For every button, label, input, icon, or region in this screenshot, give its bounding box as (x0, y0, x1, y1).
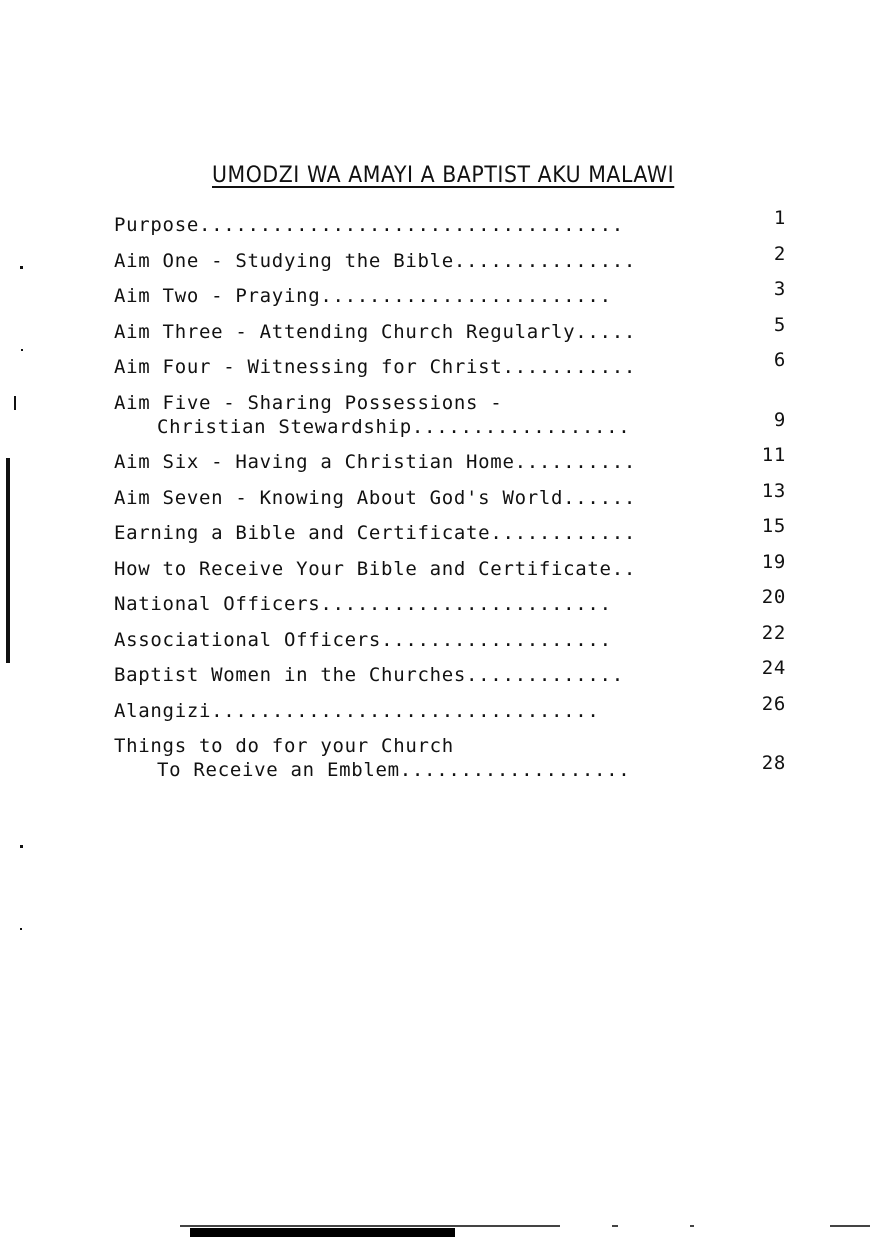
toc-page-number: 19 (761, 550, 786, 573)
table-of-contents (114, 207, 794, 794)
toc-entry-aim-two (114, 278, 794, 308)
document-title: UMODZI WA AMAYI A BAPTIST AKU MALAWI (212, 163, 675, 188)
toc-entry-line (114, 320, 726, 344)
toc-entry-text: Aim Three - Attending Church Regularly (114, 320, 576, 343)
toc-entry-text: Aim One - Studying the Bible (114, 249, 454, 272)
toc-page-number: 22 (761, 621, 786, 644)
toc-entry-line (114, 699, 726, 723)
toc-leader-dots: ............... (453, 249, 636, 272)
toc-page-number: 15 (761, 515, 786, 537)
toc-leader-dots: ............ (490, 522, 636, 544)
toc-leader-dots: .......... (514, 451, 636, 473)
scan-dash (690, 1225, 694, 1227)
toc-entry-line (114, 557, 726, 581)
toc-entry-line (114, 758, 726, 782)
toc-entry-line (114, 355, 726, 379)
toc-entry-associational-officers (114, 621, 794, 652)
toc-leader-dots: .. (611, 557, 636, 580)
toc-entry-national-officers (114, 586, 794, 616)
toc-entry-alangizi (114, 692, 794, 723)
toc-page-number: 9 (773, 408, 786, 431)
toc-entry-text: National Officers (114, 593, 321, 615)
toc-entry-line (114, 486, 726, 510)
scan-bottom-bar (190, 1228, 455, 1237)
scan-dash (180, 1225, 560, 1227)
toc-entry-aim-four (114, 349, 794, 379)
toc-entry-text: Earning a Bible and Certificate (114, 522, 491, 544)
toc-entry-text: To Receive an Emblem (157, 759, 400, 781)
toc-entry-text: Baptist Women in the Churches (114, 664, 467, 686)
toc-entry-text: Aim Six - Having a Christian Home (114, 451, 515, 473)
toc-leader-dots: ................... (399, 759, 631, 781)
toc-entry-line (114, 213, 726, 237)
toc-entry-text: Christian Stewardship (157, 415, 412, 438)
scan-dash (830, 1225, 870, 1227)
toc-page-number: 1 (773, 207, 786, 229)
toc-entry-earning-bible (114, 515, 794, 545)
toc-entry-text: How to Receive Your Bible and Certificate (114, 557, 612, 580)
toc-page-number: 24 (761, 657, 786, 679)
toc-leader-dots: ................................ (211, 699, 600, 722)
toc-leader-dots: ........................ (320, 593, 612, 615)
toc-entry-text: Associational Officers (114, 628, 382, 651)
toc-page-number: 28 (761, 752, 786, 774)
toc-page-number: 6 (773, 349, 786, 371)
toc-page-number: 13 (761, 479, 786, 502)
toc-entry-aim-one (114, 242, 794, 273)
toc-entry-things-to-do (114, 734, 794, 782)
scan-binding-edge (6, 458, 10, 663)
toc-page-number: 2 (773, 242, 786, 265)
toc-leader-dots: .................. (411, 415, 631, 438)
toc-entry-purpose (114, 207, 794, 237)
toc-leader-dots: ........... (502, 356, 636, 378)
toc-page-number: 20 (761, 586, 786, 608)
scan-speck (20, 928, 22, 930)
toc-entry-line: Things to do for your Church (114, 735, 454, 757)
toc-entry-line (114, 592, 726, 616)
toc-entry-line (114, 450, 726, 474)
toc-entry-line (114, 521, 726, 545)
scan-speck (20, 845, 23, 848)
toc-leader-dots: ............. (466, 664, 624, 686)
toc-leader-dots: ................... (381, 628, 612, 651)
toc-entry-aim-six (114, 444, 794, 474)
toc-leader-dots: ...... (563, 486, 636, 509)
scan-speck (20, 266, 23, 269)
toc-entry-line (114, 415, 726, 439)
toc-entry-aim-seven (114, 479, 794, 510)
toc-entry-line (114, 663, 726, 687)
toc-entry-text: Purpose (114, 214, 199, 236)
scan-dash (612, 1225, 618, 1227)
scan-speck (21, 349, 23, 351)
toc-entry-text: Aim Four - Witnessing for Christ (114, 356, 503, 378)
toc-leader-dots: ..... (575, 320, 636, 343)
toc-entry-line (114, 628, 726, 652)
toc-entry-text: Alangizi (114, 699, 212, 722)
toc-page-number: 11 (761, 444, 786, 466)
toc-entry-line (114, 249, 726, 273)
toc-page-number: 5 (773, 313, 786, 336)
scan-speck (14, 396, 16, 410)
toc-entry-aim-five (114, 391, 794, 439)
toc-entry-aim-three (114, 313, 794, 344)
toc-entry-text: Aim Seven - Knowing About God's World (114, 486, 564, 509)
toc-leader-dots: ................................... (198, 214, 624, 236)
toc-entry-text: Aim Two - Praying (114, 285, 321, 307)
toc-leader-dots: ........................ (320, 285, 612, 307)
toc-page-number: 3 (773, 278, 786, 300)
toc-entry-baptist-women (114, 657, 794, 687)
toc-entry-line (114, 284, 726, 308)
toc-page-number: 26 (761, 692, 786, 715)
toc-entry-line: Aim Five - Sharing Possessions - (114, 391, 503, 414)
toc-entry-how-to-receive (114, 550, 794, 581)
